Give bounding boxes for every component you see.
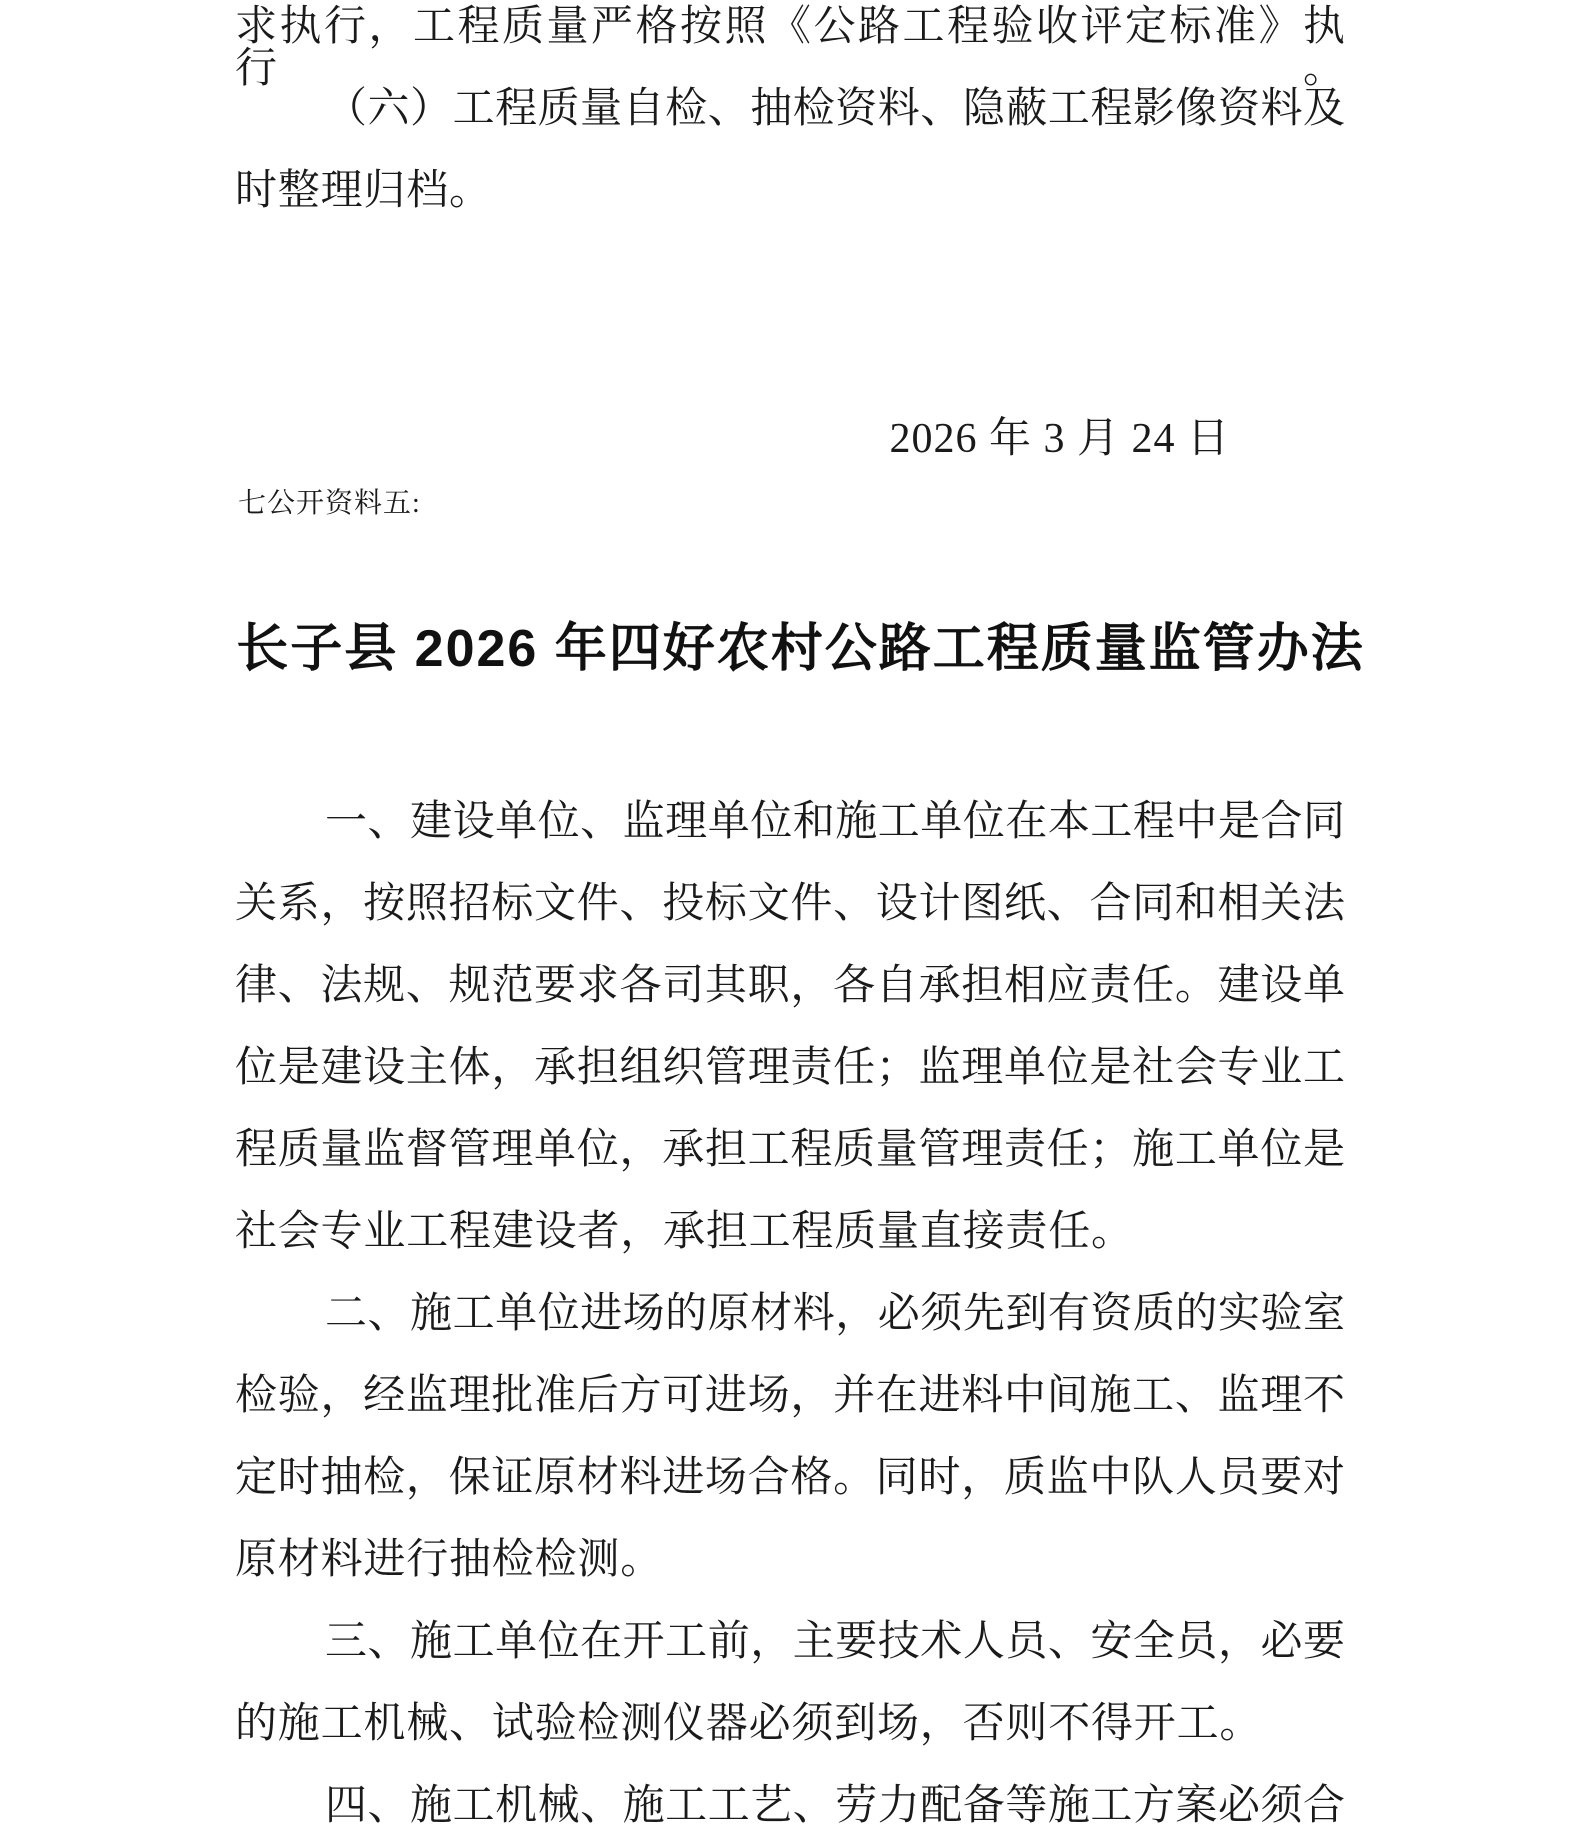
body-line-10: 原材料进行抽检检测。 bbox=[235, 1537, 664, 1583]
body-line-2: 关系，按照招标文件、投标文件、设计图纸、合同和相关法 bbox=[235, 881, 1345, 927]
body-line-8: 检验，经监理批准后方可进场，并在进料中间施工、监理不 bbox=[235, 1373, 1345, 1419]
intro-line-2: （六）工程质量自检、抽检资料、隐蔽工程影像资料及 bbox=[325, 86, 1345, 132]
body-line-11: 三、施工单位在开工前，主要技术人员、安全员，必要 bbox=[325, 1619, 1345, 1665]
section-label: 七公开资料五: bbox=[238, 488, 421, 519]
intro-line-3: 时整理归档。 bbox=[235, 168, 492, 214]
body-line-5: 程质量监督管理单位，承担工程质量管理责任；施工单位是 bbox=[235, 1127, 1345, 1173]
body-line-7: 二、施工单位进场的原材料，必须先到有资质的实验室 bbox=[325, 1291, 1345, 1337]
body-line-4: 位是建设主体，承担组织管理责任；监理单位是社会专业工 bbox=[235, 1045, 1345, 1091]
body-line-3: 律、法规、规范要求各司其职，各自承担相应责任。建设单 bbox=[235, 963, 1345, 1009]
document-title: 长子县 2026 年四好农村公路工程质量监管办法 bbox=[236, 620, 1365, 678]
body-line-13: 四、施工机械、施工工艺、劳力配备等施工方案必须合 bbox=[325, 1783, 1345, 1829]
body-line-6: 社会专业工程建设者，承担工程质量直接责任。 bbox=[235, 1209, 1134, 1255]
intro-line-1: 求执行，工程质量严格按照《公路工程验收评定标准》执行。 bbox=[235, 4, 1345, 92]
body-line-1: 一、建设单位、监理单位和施工单位在本工程中是合同 bbox=[325, 799, 1345, 845]
body-line-12: 的施工机械、试验检测仪器必须到场，否则不得开工。 bbox=[235, 1701, 1263, 1747]
body-line-9: 定时抽检，保证原材料进场合格。同时，质监中队人员要对 bbox=[235, 1455, 1345, 1501]
document-date: 2026 年 3 月 24 日 bbox=[889, 416, 1230, 462]
